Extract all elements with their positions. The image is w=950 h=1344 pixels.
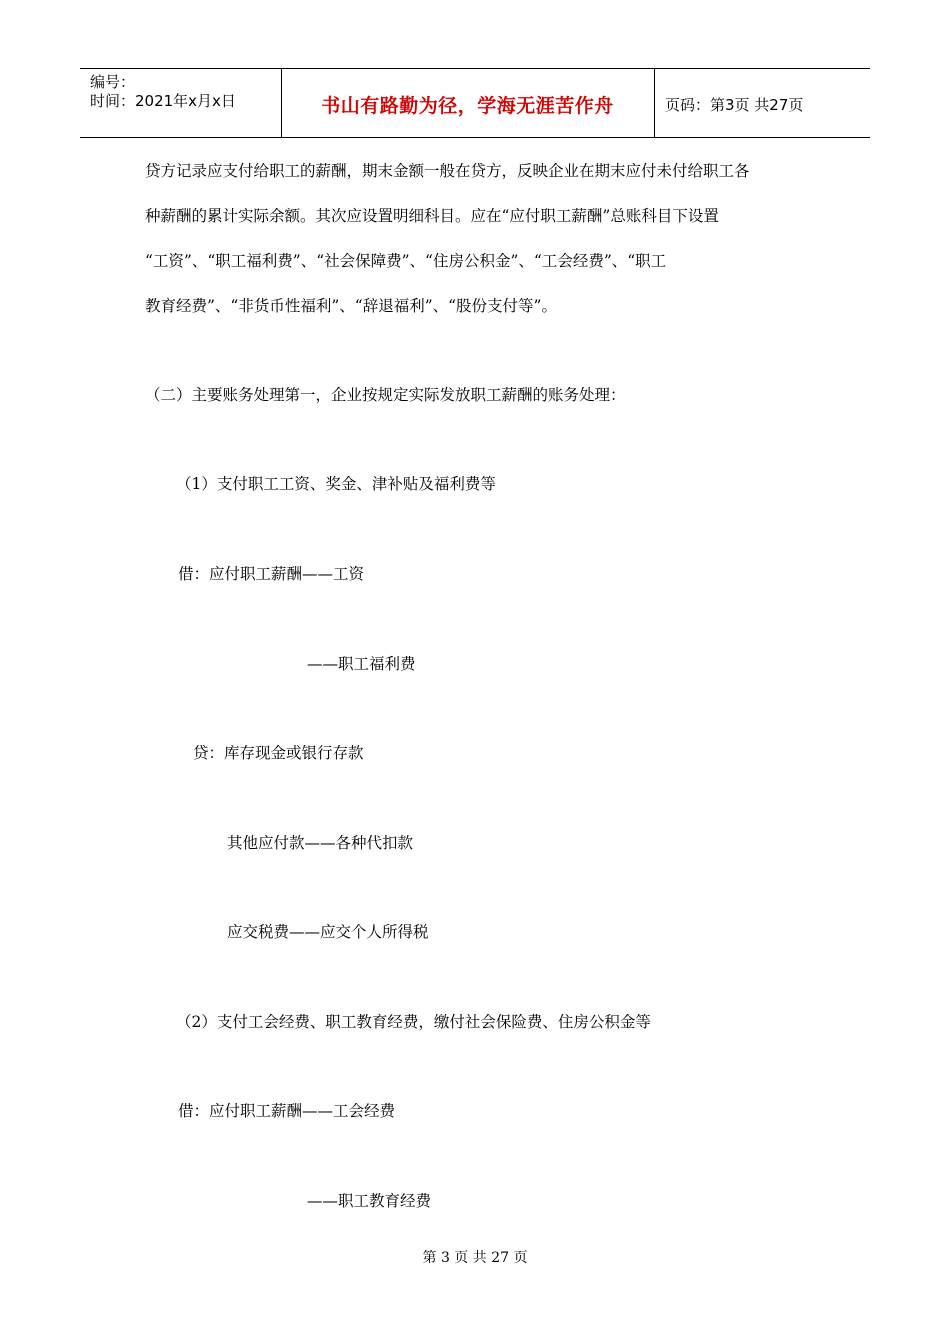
header-motto-cell — [281, 69, 655, 137]
journal-debit-line: 借：应付职工薪酬——工资 — [178, 565, 365, 583]
header-page-cell — [655, 69, 870, 137]
header-motto: 书山有路勤为径，学海无涯苦作舟 — [321, 95, 614, 117]
section-heading: （二）主要账务处理第一，企业按规定实际发放职工薪酬的账务处理： — [145, 386, 626, 404]
journal-credit-subline: 应交税费——应交个人所得税 — [227, 923, 429, 941]
page-footer: 第 3 页 共 27 页 — [422, 1250, 528, 1266]
journal-credit-subline: 其他应付款——各种代扣款 — [227, 834, 414, 852]
journal-debit-subline: ——职工福利费 — [307, 655, 416, 673]
list-item: （1）支付职工工资、奖金、津补贴及福利费等 — [176, 475, 496, 493]
header-meta-cell — [80, 69, 282, 137]
list-item: （2）支付工会经费、职工教育经费，缴付社会保险费、住房公积金等 — [176, 1013, 651, 1031]
journal-debit-line: 借：应付职工薪酬——工会经费 — [178, 1102, 396, 1120]
paragraph-line: 种薪酬的累计实际余额。其次应设置明细科目。应在“应付职工薪酬”总账科目下设置 — [145, 207, 719, 225]
document-header — [80, 68, 870, 138]
paragraph-line: 贷方记录应支付给职工的薪酬，期末金额一般在贷方，反映企业在期末应付未付给职工各 — [145, 162, 750, 180]
journal-debit-subline: ——职工教育经费 — [307, 1192, 432, 1210]
paragraph-line: 教育经费”、“非货币性福利”、“辞退福利”、“股份支付等”。 — [145, 297, 557, 315]
journal-credit-line: 贷：库存现金或银行存款 — [193, 744, 364, 762]
document-date-label: 时间：2021年x月x日 — [90, 92, 236, 110]
header-page-info: 页码：第3页 共27页 — [665, 96, 804, 114]
paragraph-line: “工资”、“职工福利费”、“社会保障费”、“住房公积金”、“工会经费”、“职工 — [145, 252, 667, 270]
document-number-label: 编号： — [90, 73, 136, 91]
